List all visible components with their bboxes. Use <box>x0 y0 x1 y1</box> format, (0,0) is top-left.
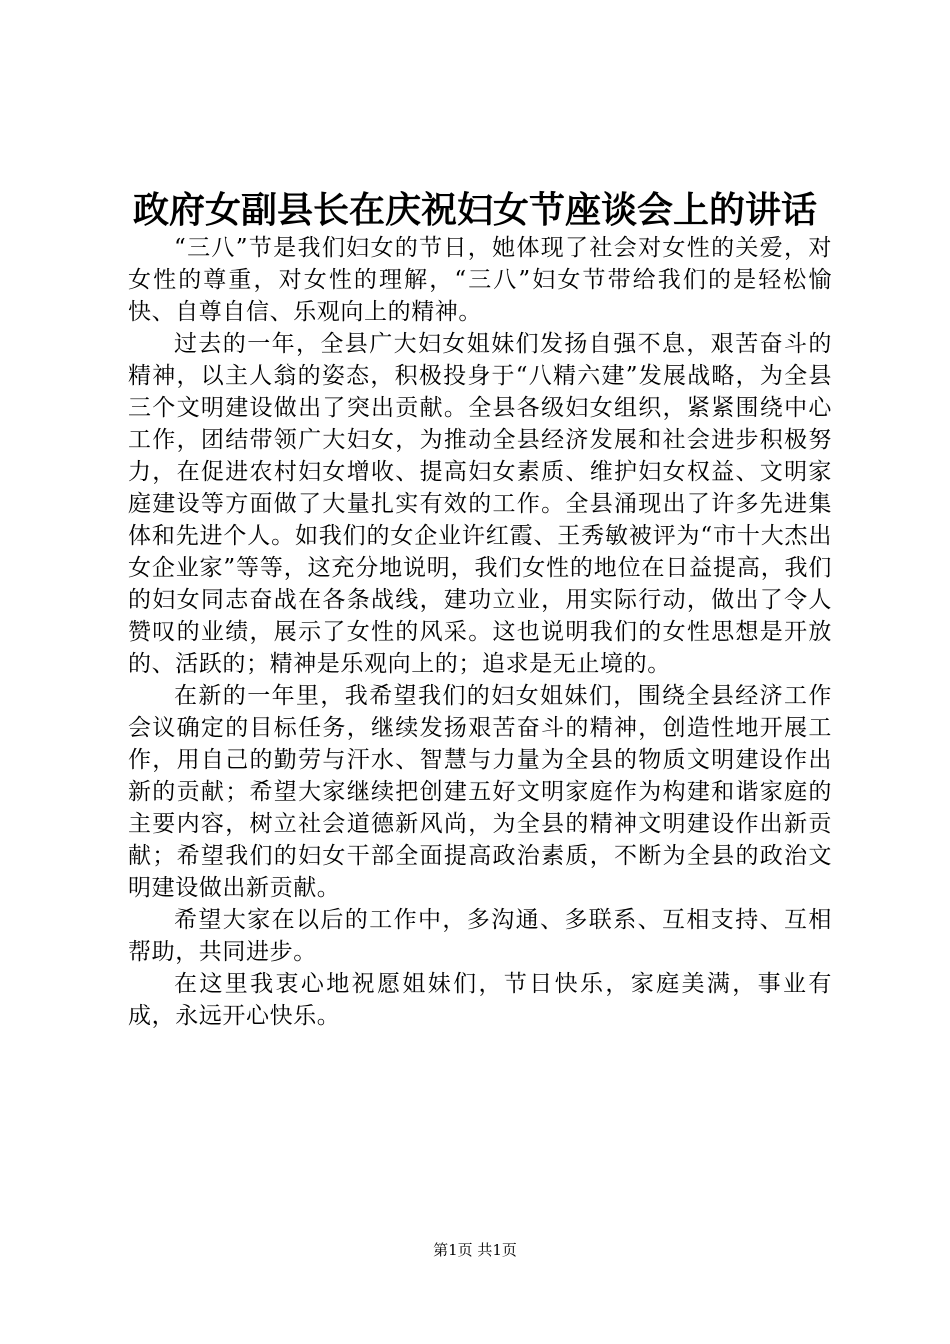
paragraph: 在新的一年里，我希望我们的妇女姐妹们，围绕全县经济工作会议确定的目标任务，继续发扬艰苦奋斗的精神，创造性地开展工作，用自己的勤劳与汗水、智慧与力量为全县的物质文明建设作出新的贡献；希望大家继续把创建五好文明家庭作为构建和谐家庭的主要内容，树立社会道德新风尚，为全县的精神文明建设作出新贡献；希望我们的妇女干部全面提高政治素质，不断为全县的政治文明建设做出新贡献。 <box>128 683 832 901</box>
document-title: 政府女副县长在庆祝妇女节座谈会上的讲话 <box>132 189 817 231</box>
paragraph: 希望大家在以后的工作中，多沟通、多联系、互相支持、互相帮助，共同进步。 <box>128 907 832 965</box>
document-body <box>128 232 832 1032</box>
paragraph: 过去的一年，全县广大妇女姐妹们发扬自强不息，艰苦奋斗的精神，以主人翁的姿态，积极投身于“八精六建”发展战略，为全县三个文明建设做出了突出贡献。全县各级妇女组织，紧紧围绕中心工作，团结带领广大妇女，为推动全县经济发展和社会进步积极努力，在促进农村妇女增收、提高妇女素质、维护妇女权益、文明家庭建设等方面做了大量扎实有效的工作。全县涌现出了许多先进集体和先进个人。如我们的女企业许红霞、王秀敏被评为“市十大杰出女企业家”等等，这充分地说明，我们女性的地位在日益提高，我们的妇女同志奋战在各条战线，建功立业，用实际行动，做出了令人赞叹的业绩，展示了女性的风采。这也说明我们的女性思想是开放的、活跃的；精神是乐观向上的；追求是无止境的。 <box>128 331 832 677</box>
paragraph: 在这里我衷心地祝愿姐妹们，节日快乐，家庭美满，事业有成，永远开心快乐。 <box>128 971 832 1029</box>
paragraph: “三八”节是我们妇女的节日，她体现了社会对女性的关爱，对女性的尊重，对女性的理解，“三八”妇女节带给我们的是轻松愉快、自尊自信、乐观向上的精神。 <box>128 235 832 325</box>
page-footer: 第1页 共1页 <box>433 1241 517 1259</box>
